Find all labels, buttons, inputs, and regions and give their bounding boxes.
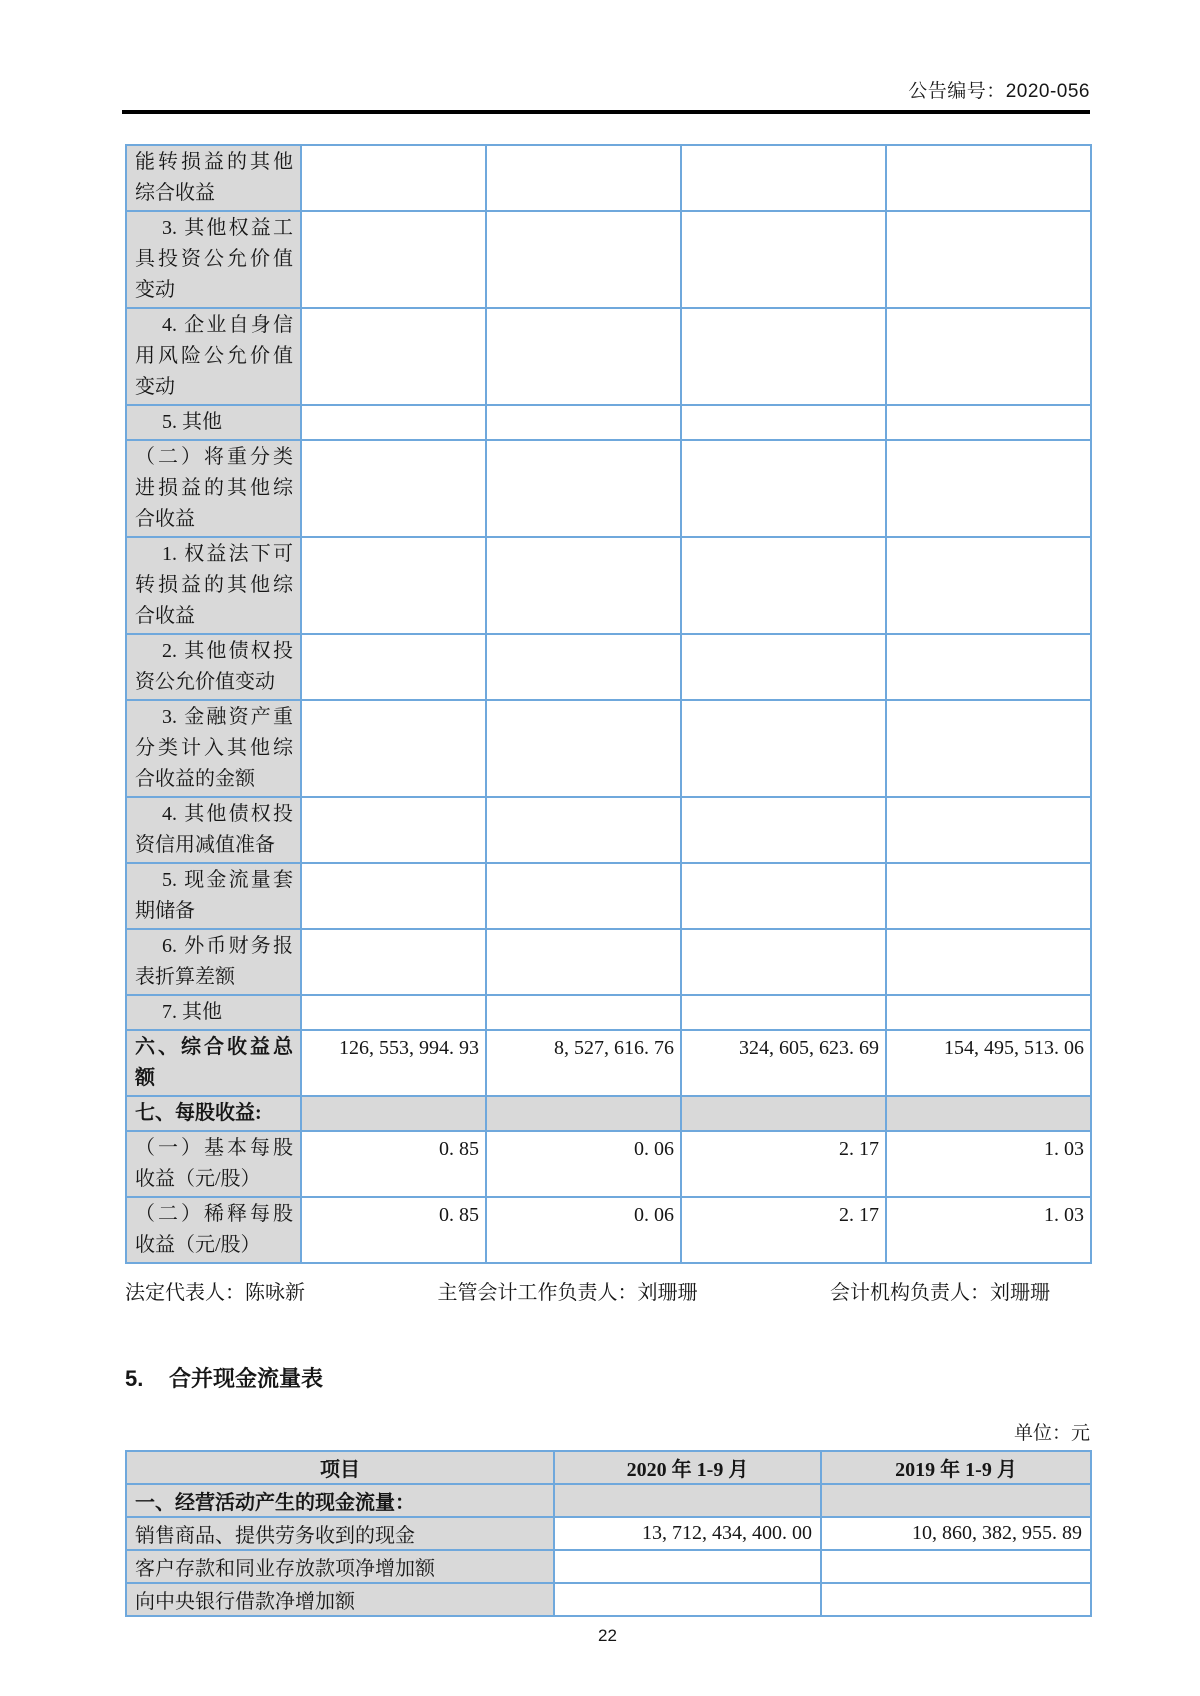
row-value: [486, 405, 681, 440]
row-value: 2. 17: [681, 1131, 886, 1197]
row-value: [886, 700, 1091, 797]
row-value: [681, 995, 886, 1030]
row-value: [554, 1550, 821, 1583]
column-header-2019: 2019 年 1-9 月: [821, 1451, 1091, 1484]
row-label: 客户存款和同业存放款项净增加额: [126, 1550, 554, 1583]
row-value: [886, 995, 1091, 1030]
row-value: 1. 03: [886, 1197, 1091, 1263]
row-value: [301, 700, 486, 797]
row-value: [554, 1484, 821, 1517]
row-value: [821, 1550, 1091, 1583]
row-value: [301, 1096, 486, 1131]
row-value: [886, 797, 1091, 863]
row-value: [681, 211, 886, 308]
row-label: 4. 企业自身信用风险公允价值变动: [126, 308, 301, 405]
row-value: 154, 495, 513. 06: [886, 1030, 1091, 1096]
row-label: （二）稀释每股收益（元/股）: [126, 1197, 301, 1263]
table-row-section: [126, 1096, 1091, 1131]
head-of-accounting-dept: 会计机构负责人：刘珊珊: [830, 1282, 1050, 1304]
row-value: [486, 440, 681, 537]
row-value: [554, 1583, 821, 1616]
row-value: 10, 860, 382, 955. 89: [821, 1517, 1091, 1550]
page-number: 22: [598, 1626, 617, 1645]
row-value: [301, 308, 486, 405]
row-value: [681, 537, 886, 634]
row-label: 一、经营活动产生的现金流量：: [126, 1484, 554, 1517]
row-value: [886, 863, 1091, 929]
cash-flow-table: [125, 1450, 1092, 1617]
row-label: （一）基本每股收益（元/股）: [126, 1131, 301, 1197]
row-value: [301, 797, 486, 863]
row-value: [886, 308, 1091, 405]
row-value: [301, 405, 486, 440]
table-row-total: [126, 1030, 1091, 1096]
row-label: 向中央银行借款净增加额: [126, 1583, 554, 1616]
row-value: [681, 634, 886, 700]
row-value: [821, 1484, 1091, 1517]
table-row: [126, 929, 1091, 995]
table-row: [126, 863, 1091, 929]
row-value: [681, 145, 886, 211]
table-row: [126, 995, 1091, 1030]
row-value: [486, 145, 681, 211]
section-heading: [125, 1362, 1090, 1393]
row-label: 2. 其他债权投资公允价值变动: [126, 634, 301, 700]
table-row: [126, 145, 1091, 211]
row-value: [681, 797, 886, 863]
table-row: [126, 440, 1091, 537]
row-value: [301, 440, 486, 537]
section-number: 5.: [125, 1366, 144, 1391]
unit-label: 单位：元: [1013, 1423, 1090, 1444]
row-value: [886, 211, 1091, 308]
row-value: 0. 85: [301, 1131, 486, 1197]
row-value: [486, 1096, 681, 1131]
row-label: （二）将重分类进损益的其他综合收益: [126, 440, 301, 537]
row-value: [821, 1583, 1091, 1616]
row-value: [886, 405, 1091, 440]
row-value: [886, 537, 1091, 634]
column-header-item: 项目: [126, 1451, 554, 1484]
legal-representative: 法定代表人：陈咏新: [125, 1282, 305, 1304]
row-value: [486, 929, 681, 995]
row-value: 1. 03: [886, 1131, 1091, 1197]
row-value: [681, 929, 886, 995]
row-label: 5. 其他: [126, 405, 301, 440]
row-value: 0. 85: [301, 1197, 486, 1263]
row-value: [301, 537, 486, 634]
header-rule: [122, 110, 1090, 114]
row-value: [886, 1096, 1091, 1131]
row-value: [301, 634, 486, 700]
table-row: [126, 634, 1091, 700]
row-value: [681, 700, 886, 797]
row-value: [301, 929, 486, 995]
row-value: [886, 440, 1091, 537]
table-row: [126, 1131, 1091, 1197]
row-value: [301, 995, 486, 1030]
section-title: 合并现金流量表: [169, 1366, 324, 1391]
table-header-row: [126, 1451, 1091, 1484]
row-label: 5. 现金流量套期储备: [126, 863, 301, 929]
table-row: [126, 1550, 1091, 1583]
table-row: [126, 537, 1091, 634]
table-row: [126, 308, 1091, 405]
table-row: [126, 797, 1091, 863]
table-row: [126, 1583, 1091, 1616]
row-value: 126, 553, 994. 93: [301, 1030, 486, 1096]
row-value: [486, 797, 681, 863]
signature-line: [125, 1276, 1050, 1305]
row-value: [886, 929, 1091, 995]
table-row: [126, 1517, 1091, 1550]
row-label: 4. 其他债权投资信用减值准备: [126, 797, 301, 863]
row-value: [301, 863, 486, 929]
row-value: [486, 995, 681, 1030]
row-label: 6. 外币财务报表折算差额: [126, 929, 301, 995]
table-row: [126, 700, 1091, 797]
row-label: 3. 其他权益工具投资公允价值变动: [126, 211, 301, 308]
row-value: [486, 700, 681, 797]
row-label: 1. 权益法下可转损益的其他综合收益: [126, 537, 301, 634]
row-value: [486, 211, 681, 308]
chief-of-accounting-work: 主管会计工作负责人：刘珊珊: [437, 1282, 698, 1304]
row-label: 能转损益的其他综合收益: [126, 145, 301, 211]
row-value: 13, 712, 434, 400. 00: [554, 1517, 821, 1550]
row-label: 七、每股收益:: [126, 1096, 301, 1131]
row-value: [681, 405, 886, 440]
row-value: [886, 145, 1091, 211]
announcement-number: 公告编号：2020-056: [908, 81, 1090, 102]
row-label: 销售商品、提供劳务收到的现金: [126, 1517, 554, 1550]
row-value: [486, 308, 681, 405]
row-value: 324, 605, 623. 69: [681, 1030, 886, 1096]
table-row: [126, 405, 1091, 440]
column-header-2020: 2020 年 1-9 月: [554, 1451, 821, 1484]
row-value: 0. 06: [486, 1131, 681, 1197]
row-value: [486, 863, 681, 929]
row-value: 2. 17: [681, 1197, 886, 1263]
income-statement-table: [125, 144, 1092, 1264]
row-label: 3. 金融资产重分类计入其他综合收益的金额: [126, 700, 301, 797]
row-value: [301, 211, 486, 308]
row-value: 8, 527, 616. 76: [486, 1030, 681, 1096]
row-value: [886, 634, 1091, 700]
row-value: [301, 145, 486, 211]
row-value: [486, 634, 681, 700]
row-value: 0. 06: [486, 1197, 681, 1263]
row-value: [681, 440, 886, 537]
row-label: 六、综合收益总额: [126, 1030, 301, 1096]
row-value: [486, 537, 681, 634]
table-row-section: [126, 1484, 1091, 1517]
row-value: [681, 308, 886, 405]
row-label: 7. 其他: [126, 995, 301, 1030]
table-row: [126, 211, 1091, 308]
row-value: [681, 863, 886, 929]
table-row: [126, 1197, 1091, 1263]
row-value: [681, 1096, 886, 1131]
